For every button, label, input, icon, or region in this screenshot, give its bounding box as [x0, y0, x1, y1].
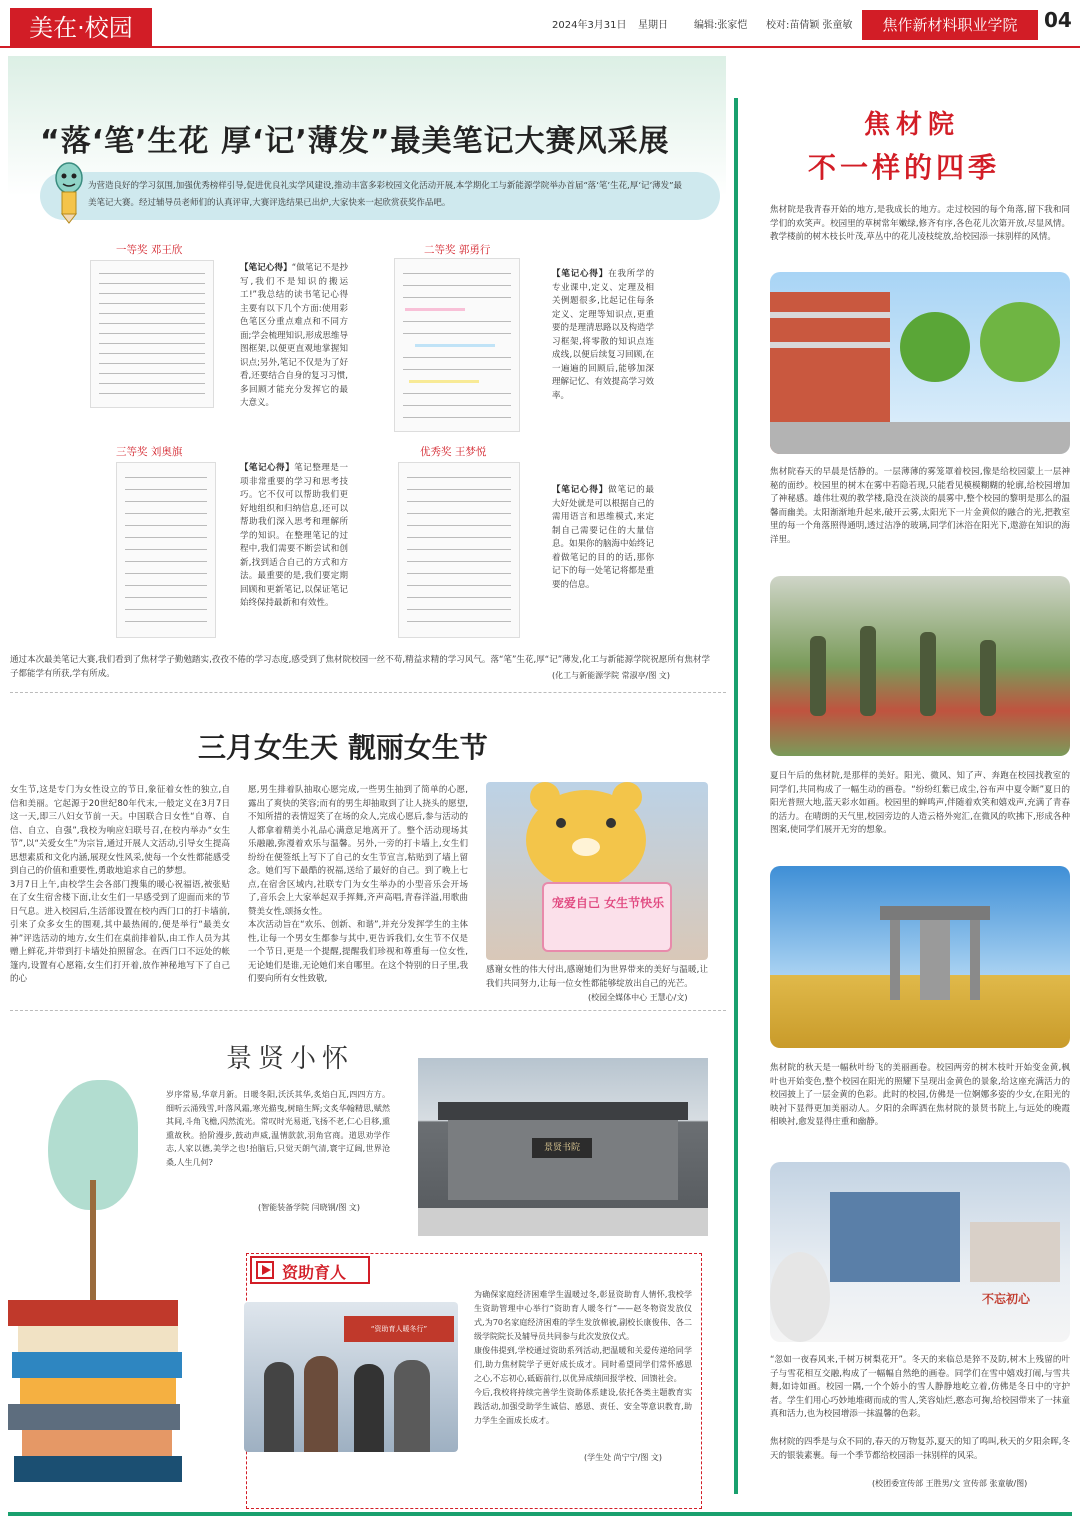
seasons-p4: 焦材院的秋天是一幅秋叶纷飞的美丽画卷。校园两旁的树木枝叶开始变金黄,枫叶也开始变色,整个校园在阳光的照耀下呈现出金黄色的景象,给这座充满活力的校园披上了一层金黄的色彩。此时的校园,仿佛是一位婀娜多姿的少女,在阳光的映衬下显得更加美丽动人。夕阳的余晖洒在焦材院的景贤书院上,与远处的晚霞相映衬,愈发显得庄重和幽静。 — [770, 1063, 1070, 1127]
poem-text: 岁序常易,华章月新。日暖冬阳,沃沃其华,炙焰白瓦,四四方方。细听云涌残雪,叶落风霜,寒光描曳,树暗生辉;文炙华翰精思,赋然其间,斗角飞檐,闪然流光。常叹时光易逝,飞扬不老,仁心目移,熏熏故秋。拾阶漫步,鼓动声威,温情款款,羽角官商。道思劝学作志,人家以德,美学之也!抬脑后,只觉天朗气清,寰宇辽阔,世界沧桑,人生几何? — [166, 1090, 390, 1167]
notes-conclusion: 通过本次最美笔记大赛,我们看到了焦材学子勤勉踏实,孜孜不倦的学习态度,感受到了焦材院校园一丝不苟,精益求精的学习风气。落“笔”生花,厚“记”薄发,化工与新能源学院祝愿所有焦材学子都能学有所获,学有所成。 — [10, 655, 710, 679]
spring-photo — [770, 272, 1070, 454]
notes-intro: 为营造良好的学习氛围,加强优秀榜样引导,促进优良礼实学风建设,推动丰富多彩校园文化活动开展,本学期化工与新能源学院举办首届“落‘笔’生花,厚‘记’薄发”最美笔记大赛。经过辅导员老师们的认真评审,大赛评选结果已出炉,大家快来一起欣赏获奖作品吧。 — [88, 181, 683, 208]
school-name: 焦作新材料职业学院 — [862, 10, 1038, 40]
notes-credit: (化工与新能源学院 常淑亭/图 文) — [552, 671, 671, 680]
award-text-first: 【笔记心得】“做笔记不是抄写,我们不是知识的搬运工!”我总结的读书笔记心得主要有以下几个方面:使用彩色笔区分重点难点和不同方面;学会梳理知识,形成思维导图框架,以便更直观地掌握知识点;另外,笔记不仅是为了好看,还要结合自身的复习习惯,多回顾才能充分发挥它的最大意义。 — [240, 263, 348, 408]
editor-credit: 编辑:张家恺 — [694, 20, 748, 31]
autumn-photo — [770, 866, 1070, 1048]
summer-photo — [770, 576, 1070, 756]
notes-article-title: “落‘笔’生花 厚‘记’薄发”最美笔记大赛风采展 — [40, 124, 670, 159]
poem-building-photo — [418, 1058, 708, 1236]
seasons-title-line1: 焦材院 — [864, 110, 961, 140]
women-day-sign: 宠爱自己 女生节快乐 — [551, 896, 665, 910]
issue-date: 2024年3月31日 — [552, 20, 627, 31]
seasons-credit: (校团委宣传部 王胜男/文 宣传部 张童敏/图) — [872, 1479, 1028, 1488]
seasons-title-line2: 不一样的四季 — [808, 151, 1001, 184]
women-day-title: 三月女生天 靓丽女生节 — [198, 731, 488, 764]
seasons-p5: “忽如一夜春风来,千树万树梨花开”。冬天的来临总是猝不及防,树木上残留的叶子与雪花相互交融,构成了一幅幅自然绝的画卷。同学们在雪中嬉戏打闹,与雪共舞,如诗如画。校园一隅,一个个娇小的雪人静静地屹立着,仿佛是冬日中的守护者。学生们用心巧妙地堆砌而成的雪人,笑容灿烂,憨态可掬,给校园带来了一抹童真和活力,也为校园增添一抹温馨的色彩。 — [770, 1355, 1070, 1419]
women-day-col3: 感谢女性的伟大付出,感谢她们为世界带来的美好与温暖,让我们共同努力,让每一位女性都能够绽放出自己的光芒。 — [486, 965, 708, 989]
issue-weekday: 星期日 — [638, 20, 668, 31]
aid-banner: “资助育人暖冬行” — [344, 1316, 454, 1342]
note-image-second — [394, 258, 520, 432]
women-day-col2: 愿,男生排着队抽取心愿完成,一些男生抽到了简单的心愿,露出了爽快的笑容;而有的男生却抽取到了让人挠头的愿望,不知所措的表情逗笑了在场的众人,完成心愿后,参与活动的人都拿着精美小礼品心满意足地离开了。整个活动现场其乐融融,弥漫着欢乐与温馨。另外,一旁的打卡墙上,女生们纷纷在便签纸上写下了自己的女生节宣言,粘贴到了墙上留念。她们写下最酷的祝福,送给了最好的自己。到了晚上七点,在宿舍区域内,社联专门为女生举办的小型音乐会开场了,音乐会上大家举起双手挥舞,齐声高唱,青春洋溢,用歌曲赞美女性,颂扬女性。 本次活动旨在“欢乐、创新、和谐”,并充分发挥学生的主体性,让每一个男女生都参与其中,更告诉我们,女生节不仅是一个节日,更是一个提醒,提醒我们珍视和尊重每一位女性,无论她们是谁,无论她们来自哪里。在这个特别的日子里,我们要向所有女性致敬, — [248, 785, 468, 984]
aid-text: 为确保家庭经济困难学生温暖过冬,彰显资助育人情怀,我校学生资助管理中心举行“资助育人暖冬行”——赵冬物资发放仪式,为70名家庭经济困难的学生发放棉被,副校长康俊伟、各二级学院院长及辅导员共同参与此次发放仪式。 康俊伟提到,学校通过资助系列活动,把温暖和关爱传递给同学们,助力焦材院学子更好成长成才。同时希望同学们常怀感恩之心,不忘初心,砥砺前行,以优异成绩回报学校、回馈社会。 今后,我校将持续完善学生资助体系建设,依托各类主题教育实践活动,加强受助学生诚信、感恩、责任、安全等意识教育,助力学生全面成长成才。 — [474, 1290, 692, 1425]
bottom-rule — [8, 1512, 1072, 1516]
women-day-col1: 女生节,这是专门为女性设立的节日,象征着女性的独立,自信和美丽。它起源于20世纪80年代末,一般定义在3月7日这一天,即三八妇女节前一天。中国联合日女性“自尊、自信、自立、自强”,我校为响应妇联号召,在校内举办“女生节”,以“关爱女生”为宗旨,通过开展人文活动,引导女生提高思想素质和文化内涵,展现女性风采,使每一个女性都能感受到自己的价值和重要性,勇敢地追求自己的梦想。 3月7日上午,由校学生会各部门搜集的暖心祝福语,被张贴在了女生宿舍楼下面,让女生们一早感受到了迎面而来的节日气息。进入校园后,生活部设置在校内西门口的打卡墙前,引来了众多女生的围观,其中最热闹的,便是举行“最美女神”评选活动的地方,女生们在桌前排着队,由工作人员为其赠上鲜花,并带到打卡墙处拍照留念。在西门口不远处的帐篷内,设置有心愿箱,女生们打开着,放作神秘地写下了自己的心 — [10, 785, 230, 984]
award-text-second: 【笔记心得】在我所学的专业课中,定义、定理及相关例题很多,比起记住每条定义、定理等知识点,更重要的是理清思路以及构造学习框架,将零散的知识点连成线,以便后续复习回顾,在一遍遍的回顾后,能够加深理解记忆、有效提高学习效率。 — [552, 269, 655, 401]
seasons-p3: 夏日午后的焦材院,是那样的美好。阳光、微风、知了声、奔跑在校园找教室的同学们,共同构成了一幅生动的画卷。“纷纷红紫已成尘,谷布声中夏令断”夏日的阳光普照大地,蓝天彩水如画。校园里的蝉鸣声,伴随着欢笑和嬉戏声,充满了青春的活力。在晴朗的天气里,校园旁边的人造云格外宛汇,在微风的吹拂下,形成各种图案,使同学们展开无穷的想象。 — [770, 771, 1070, 835]
note-image-first — [90, 260, 214, 408]
section-title: 美在·校园 — [10, 8, 152, 48]
play-icon — [260, 1264, 272, 1276]
women-day-credit: (校园全媒体中心 王慧心/文) — [588, 993, 688, 1002]
aid-photo — [244, 1302, 458, 1452]
award-label-third: 三等奖 刘奥旗 — [116, 446, 183, 458]
award-label-first: 一等奖 邓王欣 — [116, 244, 183, 256]
poem-credit: (智能装备学院 闫晓钢/图 文) — [258, 1203, 361, 1212]
award-label-excellent: 优秀奖 王梦悦 — [420, 446, 487, 458]
note-image-third — [116, 462, 216, 638]
proofreader-credit: 校对:苗倩颖 张童敏 — [766, 20, 853, 31]
winter-caption: 不忘初心 — [982, 1292, 1031, 1306]
aid-header — [250, 1256, 370, 1284]
page-number: 04 — [1044, 8, 1072, 32]
seasons-p2: 焦材院春天的早晨是恬静的。一层薄薄的雾笼罩着校园,像是给校园蒙上一层神秘的面纱。校园里的树木在雾中若隐若现,只能看见模模糊糊的轮廓,给校园增加了神秘感。雄伟壮观的教学楼,隐没在淡淡的晨雾中,整个校园的黎明是那么的温馨而幽美。太阳渐渐地升起来,破开云雾,太阳光下一片金黄似的融合的光,把教室里的每一个角落照得通明,透过洁净的玻璃,同学们沐浴在阳光下,遨游在知识的海洋里。 — [770, 467, 1070, 545]
column-divider — [734, 98, 738, 1494]
aid-credit: (学生处 尚宁宁/图 文) — [584, 1453, 663, 1462]
aid-title: 资助育人 — [282, 1263, 347, 1282]
award-label-second: 二等奖 郭勇行 — [424, 244, 491, 256]
seasons-p1: 焦材院是我青春开始的地方,是我成长的地方。走过校园的每个角落,留下我和同学们的欢笑声。校园里的草树常年嫩绿,修齐有序,各色花儿次第开放,尽显风情。教学楼前的树木枝长叶茂,草丛中的花儿凌枝绽放,给校园添一抹别样的风情。 — [770, 205, 1070, 242]
poem-title: 景贤小怀 — [226, 1044, 355, 1074]
note-image-excellent — [398, 462, 520, 638]
building-sign: 景贤书院 — [532, 1138, 592, 1158]
women-day-photo — [486, 782, 708, 960]
award-text-third: 【笔记心得】笔记整理是一项非常重要的学习和思考技巧。它不仅可以帮助我们更好地组织和归纳信息,还可以帮助我们深入思考和理解所学的知识。在整理笔记的过程中,我们需要不断尝试和创新,找到适合自己的方式和方法。最重要的是,我们要定期回顾和更新笔记,以保证笔记始终保持最新和有效性。 — [240, 463, 348, 608]
winter-photo — [770, 1162, 1070, 1342]
divider — [10, 692, 726, 693]
divider — [10, 1010, 726, 1011]
books-illustration — [8, 1060, 188, 1510]
award-text-excellent: 【笔记心得】做笔记的最大好处就是可以根据自己的需用语言和思维模式,来定制自己需要记住的大量信息。如果你的脑海中始终记着做笔记的目的的话,那你记下的每一处笔记将都是重要的信息。 — [552, 485, 655, 590]
pencil-mascot-icon — [44, 160, 94, 224]
seasons-p6: 焦材院的四季是与众不同的,春天的万物复苏,夏天的知了鸣叫,秋天的夕阳余晖,冬天的银装素裹。每一个季节都给校园添一抹别样的风采。 — [770, 1437, 1070, 1461]
